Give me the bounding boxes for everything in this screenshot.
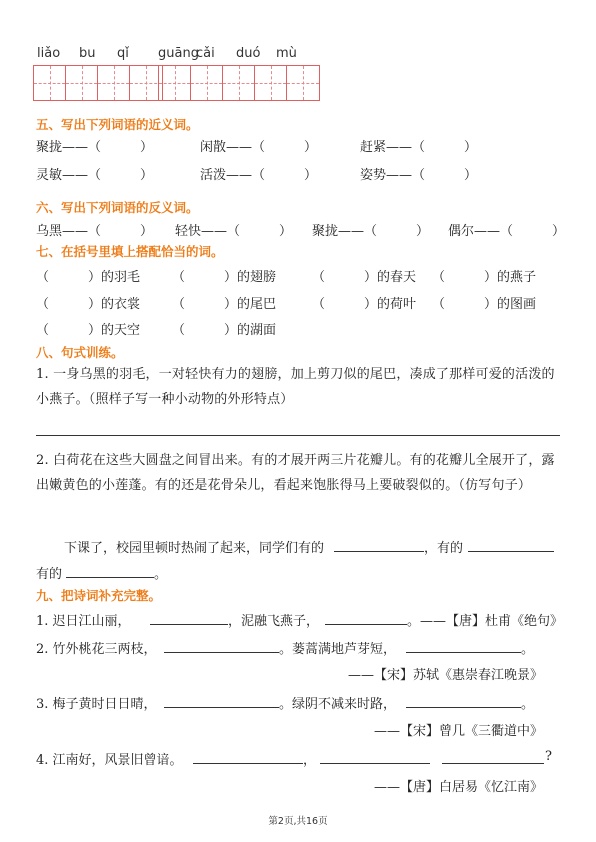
synonym-item: 闲散——（ ） [200,140,318,155]
blank-line[interactable] [468,551,554,552]
section-7-title: 七、在括号里填上搭配恰当的词。 [36,244,224,259]
poem-3-source: ——【宋】曾几《三衢道中》 [374,724,544,739]
poem-3-text: 。 [521,697,535,712]
poem-3-text: 3. 梅子黄时日日晴， [36,697,157,712]
answer-line[interactable] [36,435,560,436]
pinyin-guang: guāng [158,46,199,61]
section-6-title: 六、写出下列词语的反义词。 [36,200,199,215]
fill-text-b: ，有的 [424,541,464,556]
poem-4-text: ? [545,749,552,764]
blank-line[interactable] [164,652,279,653]
match-item: （ ）的羽毛 [36,270,141,285]
poem-2-text: 。 [521,642,535,657]
match-item: （ ）的燕子 [432,270,537,285]
blank-line[interactable] [164,707,279,708]
synonym-item: 活泼——（ ） [200,168,318,183]
poem-4-text: ， [303,753,317,768]
section-5-title: 五、写出下列词语的近义词。 [36,117,199,132]
poem-2-source: ——【宋】苏轼《惠崇春江晚景》 [348,668,544,683]
poem-3-text: 。绿阴不减来时路， [279,697,397,712]
match-item: （ ）的春天 [312,270,417,285]
blank-line[interactable] [334,551,424,552]
pinyin-liao: liǎo [37,46,61,61]
blank-line[interactable] [442,763,544,764]
antonym-item: 乌黑——（ ） [36,224,154,239]
writing-grid-1[interactable] [33,65,163,101]
blank-line[interactable] [150,624,228,625]
blank-line[interactable] [193,763,303,764]
pinyin-cai: cǎi [196,46,215,61]
pinyin-duo: duó [236,46,261,61]
poem-4-source: ——【唐】白居易《忆江南》 [374,780,544,795]
sentence-question-1: 1. 一身乌黑的羽毛，一对轻快有力的翅膀，加上剪刀似的尾巴，凑成了那样可爱的活泼的小燕子。（照样子写一种小动物的外形特点） [36,367,555,407]
poem-1-text: ，泥融飞燕子， [228,614,320,629]
match-item: （ ）的图画 [432,297,537,312]
blank-line[interactable] [406,707,521,708]
match-item: （ ）的尾巴 [172,297,277,312]
pinyin-qi: qǐ [117,46,129,61]
blank-line[interactable] [406,652,521,653]
writing-grid-2[interactable] [158,65,320,101]
synonym-item: 聚拢——（ ） [36,140,154,155]
antonym-item: 偶尔——（ ） [448,224,566,239]
poem-2-text: 。蒌蒿满地芦芽短， [279,642,397,657]
page-footer: 第2页,共16页 [268,816,328,827]
synonym-item: 灵敏——（ ） [36,168,154,183]
pinyin-mu: mù [276,46,297,61]
match-item: （ ）的翅膀 [172,270,277,285]
poem-1-source: 。——【唐】杜甫《绝句》 [407,614,564,629]
synonym-item: 姿势——（ ） [360,168,478,183]
fill-text-d: 。 [154,567,168,582]
match-item: （ ）的荷叶 [312,297,417,312]
section-8-title: 八、句式训练。 [36,345,124,360]
poem-2-text: 2. 竹外桃花三两枝， [36,642,157,657]
blank-line[interactable] [320,763,430,764]
antonym-item: 聚拢——（ ） [312,224,430,239]
blank-line[interactable] [325,624,407,625]
blank-line[interactable] [66,577,154,578]
section-9-title: 九、把诗词补充完整。 [36,588,162,603]
poem-4-text: 4. 江南好，风景旧曾谙。 [36,753,183,768]
synonym-item: 赶紧——（ ） [360,140,478,155]
match-item: （ ）的湖面 [172,323,277,338]
fill-text-c: 有的 [36,567,63,582]
fill-text-a: 下课了，校园里顿时热闹了起来，同学们有的 [64,541,325,556]
match-item: （ ）的天空 [36,323,141,338]
pinyin-bu: bu [79,46,96,61]
antonym-item: 轻快——（ ） [175,224,293,239]
match-item: （ ）的衣裳 [36,297,141,312]
poem-1-text: 1. 迟日江山丽， [36,614,131,629]
sentence-question-2: 2. 白荷花在这些大圆盘之间冒出来。有的才展开两三片花瓣儿。有的花瓣儿全展开了，露出嫩黄色的小莲蓬。有的还是花骨朵儿，看起来饱胀得马上要破裂似的。（仿写句子） [36,453,555,493]
